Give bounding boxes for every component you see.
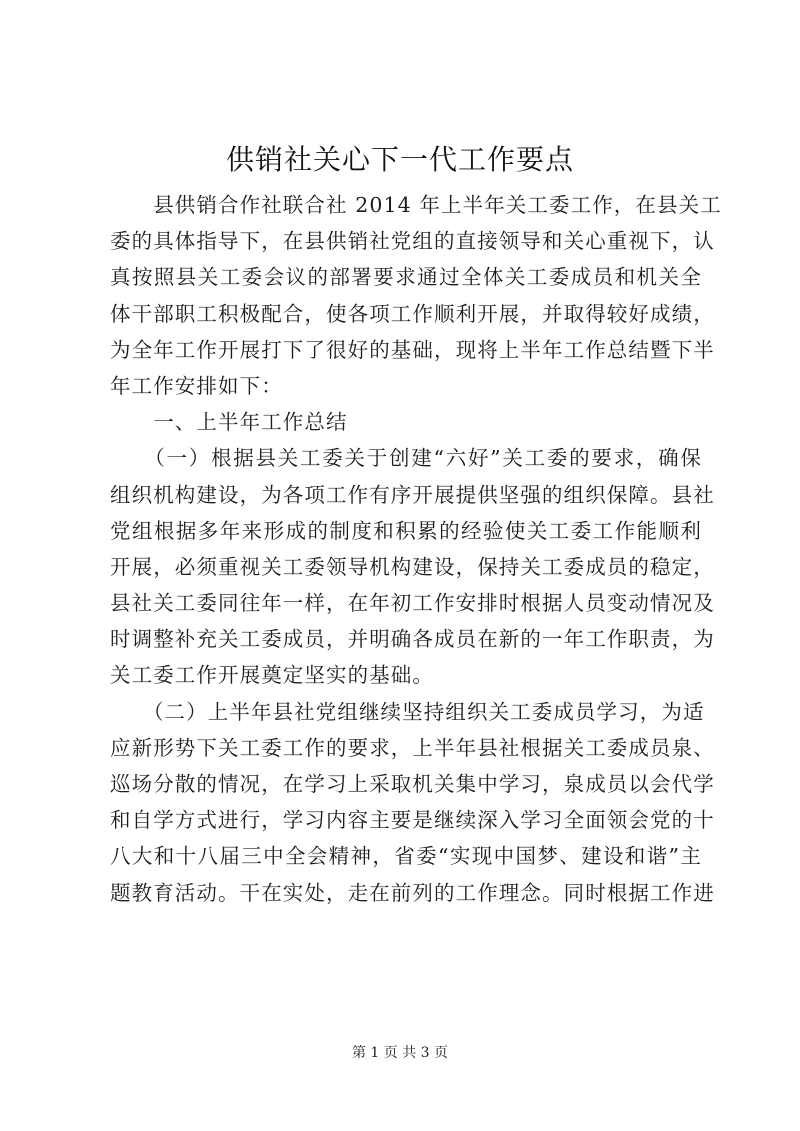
text-line: 巡场分散的情况，在学习上采取机关集中学习，泉成员以会代学 — [110, 772, 715, 796]
text-line: 年工作安排如下： — [110, 373, 283, 398]
text-line: 县供销合作社联合社 2014 年上半年关工委工作，在县关工 — [110, 193, 722, 217]
text-line: 委的具体指导下，在县供销社党组的直接领导和关心重视下，认 — [110, 229, 715, 254]
text-line: 党组根据多年来形成的制度和积累的经验使关工委工作能顺利 — [110, 518, 702, 543]
text-line: 应新形势下关工委工作的要求，上半年县社根据关工委成员泉、 — [110, 735, 715, 760]
text-line: （一）根据县关工委关于创建“六好”关工委的要求，确保 — [110, 446, 702, 471]
text-line: （二）上半年县社党组继续坚持组织关工委成员学习，为适 — [110, 699, 705, 724]
text-line: 真按照县关工委会议的部署要求通过全体关工委成员和机关全 — [110, 265, 702, 290]
text-line: 为全年工作开展打下了很好的基础，现将上半年工作总结暨下半 — [110, 337, 715, 362]
text-line: 县社关工委同往年一样，在年初工作安排时根据人员变动情况及 — [110, 591, 715, 616]
text-line: 和自学方式进行，学习内容主要是继续深入学习全面领会党的十 — [110, 808, 715, 833]
text-line: 一、上半年工作总结 — [110, 410, 348, 435]
document-title: 供销社关心下一代工作要点 — [225, 143, 574, 176]
text-line: 八大和十八届三中全会精神，省委“实现中国梦、建设和谐”主 — [110, 844, 702, 869]
text-line: 体干部职工积极配合，使各项工作顺利开展，并取得较好成绩， — [110, 301, 715, 326]
text-line: 组织机构建设，为各项工作有序开展提供坚强的组织保障。县社 — [110, 482, 715, 507]
text-line: 题教育活动。干在实处，走在前列的工作理念。同时根据工作进 — [110, 880, 715, 905]
text-line: 关工委工作开展奠定坚实的基础。 — [110, 663, 434, 688]
text-line: 开展，必须重视关工委领导机构建设，保持关工委成员的稳定， — [110, 554, 715, 579]
page-footer: 第 1 页 共 3 页 — [351, 1045, 449, 1061]
text-line: 时调整补充关工委成员，并明确各成员在新的一年工作职责，为 — [110, 627, 715, 652]
document-body — [110, 187, 722, 911]
